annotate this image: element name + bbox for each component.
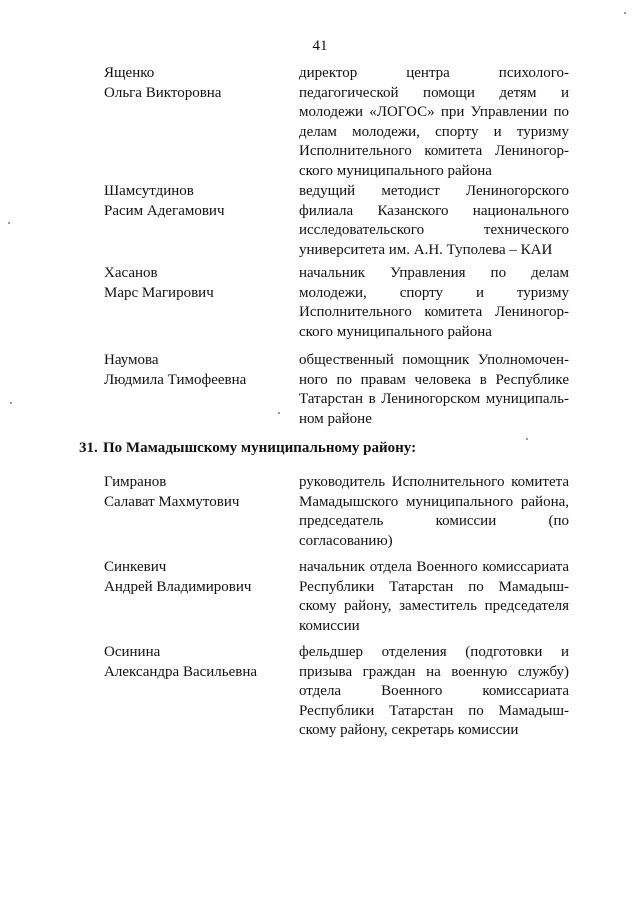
role-line: общественный помощник Уполномочен- (299, 352, 569, 368)
role-line: Республики Татарстан по Мамадыш- (299, 578, 569, 595)
given-names: Расим Адегамович (104, 202, 225, 219)
role-line: молодежи, спорту и туризму (299, 284, 569, 301)
role-line: начальник отдела Военного комиссариата (299, 559, 569, 575)
scan-speck (8, 222, 10, 224)
role-line: комиссии (299, 617, 360, 634)
role-line: согласованию) (299, 532, 393, 549)
surname: Наумова (104, 352, 159, 368)
member-name (104, 558, 294, 597)
member-role (299, 182, 569, 260)
role-line: Исполнительного комитета Лениногор- (299, 304, 569, 320)
role-line: Мамадышского муниципального района, (299, 493, 569, 510)
role-line: ном районе (299, 410, 372, 427)
member-role (299, 643, 569, 741)
given-names: Марс Магирович (104, 284, 214, 301)
role-line: председатель комиссии (по (299, 513, 569, 529)
member-role (299, 473, 569, 551)
role-line: Исполнительного комитета Лениногор- (299, 143, 569, 159)
surname: Шамсутдинов (104, 183, 194, 199)
given-names: Салават Махмутович (104, 493, 240, 510)
role-line: отдела Военного комиссариата (299, 683, 569, 699)
surname: Хасанов (104, 265, 158, 281)
member-name (104, 264, 294, 303)
surname: Осинина (104, 644, 161, 660)
member-name (104, 182, 294, 221)
member-name (104, 351, 294, 390)
member-role (299, 558, 569, 636)
role-line: скому району, заместитель председателя (299, 598, 569, 614)
given-names: Александра Васильевна (104, 663, 258, 680)
given-names: Андрей Владимирович (104, 578, 252, 595)
given-names: Людмила Тимофеевна (104, 371, 247, 388)
scan-speck (526, 438, 528, 440)
scan-speck (278, 412, 280, 414)
surname: Синкевич (104, 559, 167, 575)
role-line: ведущий методист Лениногорского (299, 183, 569, 199)
role-line: Татарстан в Лениногорском муниципаль- (299, 391, 569, 407)
role-line: Республики Татарстан по Мамадыш- (299, 702, 569, 719)
surname: Гимранов (104, 474, 167, 490)
role-line: призыва граждан на военную службу) (299, 663, 569, 680)
role-line: делам молодежи, спорту и туризму (299, 123, 569, 140)
member-role (299, 351, 569, 429)
role-line: ного по правам человека в Республике (299, 371, 569, 388)
section-heading (79, 440, 416, 457)
scan-speck (624, 12, 626, 14)
member-name (104, 64, 294, 103)
role-line: молодежи «ЛОГОС» при Управлении по (299, 104, 569, 120)
surname: Ященко (104, 65, 155, 81)
section-title: По Мамадышскому муниципальному району: (103, 440, 417, 456)
role-line: университета им. А.Н. Туполева – КАИ (299, 241, 553, 258)
member-name (104, 643, 294, 682)
section-number: 31. (79, 440, 98, 456)
role-line: скому району, секретарь комиссии (299, 722, 519, 738)
page-number: 41 (312, 38, 328, 54)
role-line: руководитель Исполнительного комитета (299, 474, 569, 490)
given-names: Ольга Викторовна (104, 84, 222, 101)
role-line: филиала Казанского национального (299, 202, 569, 219)
role-line: начальник Управления по делам (299, 265, 569, 281)
role-line: директор центра психолого- (299, 65, 569, 81)
role-line: ского муниципального района (299, 323, 492, 340)
member-role (299, 264, 569, 342)
role-line: фельдшер отделения (подготовки и (299, 644, 569, 660)
role-line: исследовательского технического (299, 222, 569, 238)
role-line: ского муниципального района (299, 162, 492, 179)
scan-speck (10, 402, 12, 404)
member-name (104, 473, 294, 512)
role-line: педагогической помощи детям и (299, 84, 569, 101)
member-role (299, 64, 569, 181)
